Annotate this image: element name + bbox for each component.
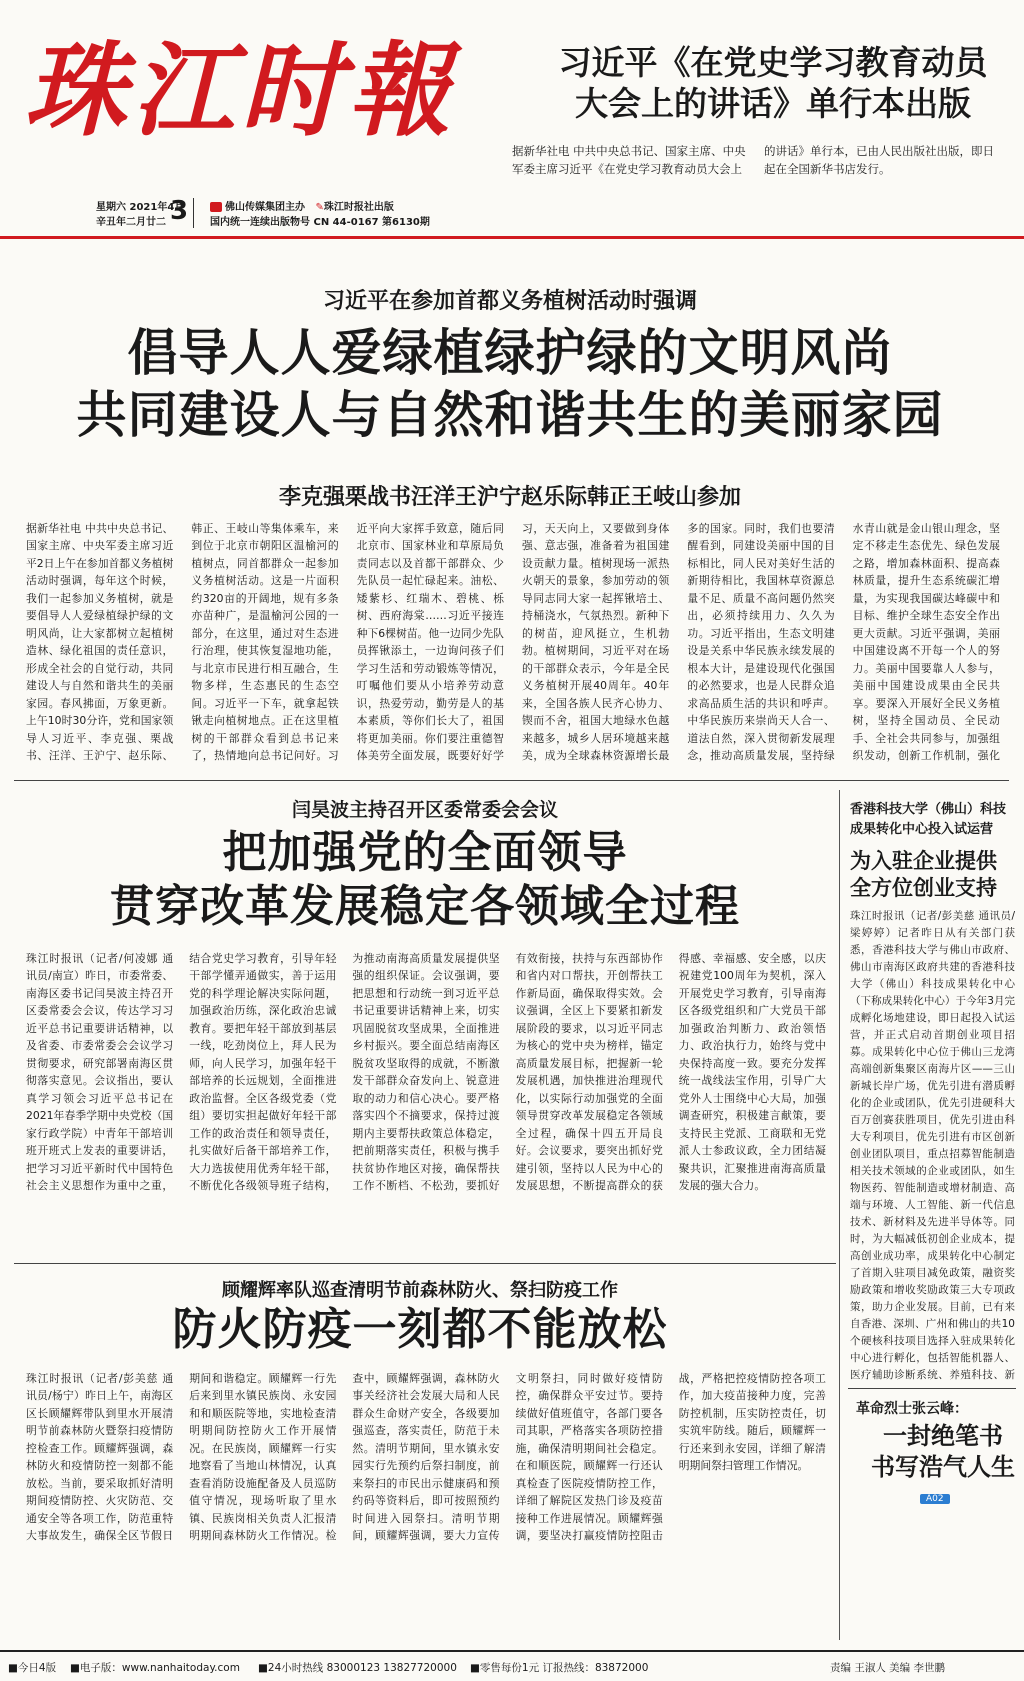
sidebar2-kicker: 革命烈士张云峰：	[856, 1401, 968, 1417]
masthead-logo: 珠江时報	[24, 31, 456, 151]
story1-headline[interactable]	[10, 322, 1010, 446]
sidebar1-headline[interactable]	[850, 848, 1020, 903]
section-divider	[14, 780, 1009, 781]
publisher1: 佛山传媒集团主办	[225, 202, 305, 213]
top-story-headline-line1: 习近平《在党史学习教育动员	[558, 43, 988, 82]
foshan-media-logo-icon	[210, 202, 222, 212]
sidebar2-headline-line2: 书写浩气人生	[871, 1452, 1015, 1482]
publisher-block	[210, 200, 430, 230]
footer-bar	[0, 1650, 1024, 1680]
issue-day: 3	[170, 196, 189, 226]
story2-headline[interactable]	[20, 826, 830, 933]
sidebar-divider	[848, 1388, 1016, 1389]
masthead-rule	[0, 236, 1024, 239]
top-story-body: 据新华社电 中共中央总书记、国家主席、中央军委主席习近平《在党史学习教育动员大会上的讲话》单行本，已由人民出版社出版，即日起在全国新华书店发行。	[512, 144, 994, 177]
sidebar2-headline-line1: 一封绝笔书	[883, 1421, 1003, 1450]
story1-headline-line1: 倡导人人爱绿植绿护绿的文明风尚	[127, 324, 893, 382]
story1-subhead: 李克强栗战书汪洋王沪宁赵乐际韩正王岐山参加	[278, 485, 741, 510]
sidebar1-headline-line2: 全方位创业支持	[850, 876, 997, 901]
sidebar-divider	[839, 790, 840, 1640]
divider	[193, 198, 194, 228]
page-ref-label: A02	[920, 1494, 950, 1504]
story3-kicker: 顾耀辉率队巡查清明节前森林防火、祭扫防疫工作	[222, 1280, 618, 1301]
footer-price: ■零售每份1元 订报热线：83872000	[470, 1662, 649, 1674]
sidebar2-headline[interactable]	[868, 1420, 1018, 1482]
footer-pages: ■今日4版	[8, 1662, 57, 1674]
story2-kicker: 闫昊波主持召开区委常委会会议	[291, 799, 558, 821]
story2-headline-line1: 把加强党的全面领导	[222, 827, 628, 878]
story1-kicker: 习近平在参加首都义务植树活动时强调	[322, 289, 697, 314]
story3-headline[interactable]: 防火防疫一刻都不能放松	[172, 1304, 668, 1355]
story1-body: 据新华社电 中共中央总书记、国家主席、中央军委主席习近平2日上午在参加首都义务植树活动时强调，每年这个时候，我们一起参加义务植树，就是要倡导人人爱绿植绿护绿的文明风尚，让大家都树立起植树造林、绿化祖国的责任意识，形成全社会的自觉行动，共同建设人与自然和谐共生的美丽家园。春风拂面，万象更新。上午10时30分许，党和国家领导人习近平、李克强、栗战书、汪洋、王沪宁、赵乐际、韩正、王岐山等集体乘车，来到位于北京市朝阳区温榆河的植树点，同首都群众一起参加义务植树活动。这是一片面积约320亩的开阔地，规有多条亦苗种广，是温榆河公园的一部分，在这里，通过对生态进行治理，使其恢复湿地功能，与北京市民进行相互融合，生物多样，生态惠民的生态空间。习近平一下车，就拿起铁锹走向植树地点。正在这里植树的干部群众看到总书记来了，热情地向总书记问好。习近平向大家挥手致意，随后同北京市、国家林业和草原局负责同志以及首都干部群众、少先队员一起忙碌起来。油松、矮紫杉、红瑞木、碧桃、栎树、西府海棠……习近平接连种下6棵树苗。他一边同少先队员挥锹添土，一边询问孩子们学习生活和劳动锻炼等情况，叮嘱他们要从小培养劳动意识，热爱劳动，勤劳是人的基本素质，等你们长大了，祖国将更加美丽。你们要注重德智体美劳全面发展，既要好好学习，天天向上，又要做到身体强、意志强，准备着为祖国建设贡献力量。植树现场一派热火朝天的景象，参加劳动的领导同志同大家一起挥锹培土、持桶浇水，气氛热烈。新种下的树苗，迎风挺立，生机勃勃。植树期间，习近平对在场的干部群众表示，今年是全民义务植树开展40周年。40年来，全国各族人民齐心协力、锲而不舍，祖国大地绿水色越来越多，城乡人居环境越来越美，成为全球森林资源增长最多的国家。同时，我们也要清醒看到，同建设美丽中国的目标相比，同人民对美好生活的新期待相比，我国林草资源总量不足、质量不高问题仍然突出，必须持续用力、久久为功。习近平指出，生态文明建设是关系中华民族永续发展的根本大计，是建设现代化强国的必然要求，也是人民群众追求高品质生活的共识和呼声。中华民族历来崇尚天人合一、道法自然，深入贯彻新发展理念，推动高质量发展，坚持绿水青山就是金山银山理念，坚定不移走生态优先、绿色发展之路，增加森林面积、提高森林质量，提升生态系统碳汇增量，为实现我国碳达峰碳中和目标、维护全球生态安全作出更大贡献。习近平强调，美丽中国建设离不开每一个人的努力。美丽中国要靠人人参与，美丽中国建设成果由全民共享。要深入开展好全民义务植树，坚持全国动员、全民动手、全社会共同参与，加强组织发动，创新工作机制，强化	[26, 522, 1000, 763]
sidebar1-kicker: 香港科技大学（佛山）科技成果转化中心投入试运营	[850, 802, 1007, 838]
sidebar1-headline-line1: 为入驻企业提供	[850, 849, 997, 873]
story1-headline-line2: 共同建设人与自然和谐共生的美丽家园	[76, 386, 944, 444]
story2-headline-line2: 贯穿改革发展稳定各领域全过程	[110, 880, 740, 932]
top-story-headline-line2: 大会上的讲话》单行本出版	[575, 84, 971, 124]
cn-number: 国内统一连续出版物号 CN 44-0167 第6130期	[210, 217, 430, 228]
weekday-date: 星期六 2021年4月	[96, 202, 185, 213]
publisher2: 珠江时报社出版	[323, 202, 394, 213]
footer-website[interactable]: ■电子版：www.nanhaitoday.com	[70, 1662, 240, 1674]
zhujiang-logo-icon: ✎	[315, 202, 324, 213]
lunar-date: 辛丑年二月廿二	[96, 217, 166, 228]
page-ref-badge[interactable]	[920, 1486, 950, 1505]
footer-editors: 责编 王淑人 美编 李世鹏	[830, 1662, 946, 1674]
sidebar1-body: 珠江时报讯（记者/彭美慈 通讯员/梁婷婷）记者昨日从有关部门获悉，香港科技大学与佛山市政府、佛山市南海区政府共建的香港科技大学（佛山）科技成果转化中心（下称成果转化中心）于今年3月完成孵化场地建设，即日起投入试运营，并正式启动首期创业项目招募。成果转化中心位于佛山三龙湾高端创新集聚区南海片区——三山新城长岸广场，优先引进有潜质孵化的企业或团队，优先引进硬科大百万创赛获胜项目，优先引进由科大专利项目，优先引进有市区创新创业团队项目，重点招募智能制造相关技术领域的企业或团队，如生物医药、智能制造或增材制造、高端与环境、人工智能、新一代信息技术、新材料及先进半导体等。同时，为大幅减低初创企业成本，提高创业成功率，成果转化中心制定了首期入驻项目减免政策，融资奖励政策和增收奖励政策三大专项政策，助力企业发展。目前，已有来自香港、深圳、广州和佛山的共10个硬核科技项目选择入驻成果转化中心进行孵化，包括智能机器人、医疗辅助诊断系统、养殖科技、新	[850, 910, 1015, 1381]
section-divider	[14, 1263, 836, 1264]
story3-body: 珠江时报讯（记者/彭美慈 通讯员/杨宁）昨日上午，南海区区长顾耀辉带队到里水开展清明节前森林防火暨祭扫疫情防控检查工作。顾耀辉强调，森林防火和疫情防控一刻都不能放松。当前，要采取抓好清明期间疫情防控、火灾防范、交通安全等各项工作，防范重特大事故发生，确保全区节假日期间和谐稳定。顾耀辉一行先后来到里水镇民族岗、永安园和和顺医院等地，实地检查清明期间防控防火工作开展情况。在民族岗，顾耀辉一行实地察看了当地山林情况，认真查看消防设施配备及人员巡防值守情况，现场听取了里水镇、民族岗相关负责人汇报清明期间森林防火工作情况。检查中，顾耀辉强调，森林防火事关经济社会发展大局和人民群众生命财产安全，各级要加强巡查，落实责任，防范于未然。清明节期间，里水镇永安园实行先预约后祭扫制度，前来祭扫的市民出示健康码和预约码等资料后，即可按照预约时间进入园祭扫。清明节期间，顾耀辉强调，要大力宣传文明祭扫，同时做好疫情防控，确保群众平安过节。要持续做好值班值守，各部门要各司其职，严格落实各项防控措施，确保清明期间社会稳定。在和顺医院，顾耀辉一行还认真检查了医院疫情防控工作，详细了解院区发热门诊及疫苗接种工作进展情况。顾耀辉强调，要坚决打赢疫情防控阻击战，严格把控疫情防控各项工作，加大疫苗接种力度，完善防控机制，压实防控责任，切实筑牢防线。随后，顾耀辉一行还来到永安园，详细了解清明期间祭扫管理工作情况。	[26, 1372, 826, 1543]
footer-hotline: ■24小时热线 83000123 13827720000	[258, 1662, 457, 1674]
top-story-headline[interactable]	[548, 42, 998, 125]
story2-body: 珠江时报讯（记者/何凌娜 通讯员/南宣）昨日，市委常委、南海区委书记闫昊波主持召开区委常委会会议，传达学习习近平总书记重要讲话精神，以及省委、市委常委会会议学习贯彻要求，研究部署南海区贯彻落实意见。会议指出，要认真学习领会习近平总书记在2021年春季学期中央党校（国家行政学院）中青年干部培训班开班式上发表的重要讲话，把学习习近平新时代中国特色社会主义思想作为重中之重，结合党史学习教育，引导年轻干部学懂弄通做实，善于运用党的科学理论解决实际问题，加强政治历练，深化政治忠诚教育。要把年轻干部放到基层一线，吃劲岗位上，拜人民为师，向人民学习，加强年轻干部培养的长远规划，全面推进政治监督。全区各级党委（党组）要切实担起做好年轻干部工作的政治责任和领导责任，扎实做好后备干部培养工作，大力选拔使用优秀年轻干部，不断优化各级领导班子结构，为推动南海高质量发展提供坚强的组织保证。会议强调，要把思想和行动统一到习近平总书记重要讲话精神上来，切实巩固脱贫攻坚成果，全面推进乡村振兴。要全面总结南海区脱贫攻坚取得的成就，不断激发干部群众奋发向上、锐意进取的动力和信心决心。要严格落实四个不摘要求，保持过渡期内主要帮扶政策总体稳定，把前期落实责任，积极与携手扶贫协作地区对接，确保帮扶工作不断档、不松劲，要抓好有效衔接，扶持与东西部协作和省内对口帮扶，开创帮扶工作新局面，确保取得实效。会议强调，全区上下要紧扣新发展阶段的要求，以习近平同志为核心的党中央为榜样，锚定高质量发展目标，把握新一轮发展机遇，加快推进治理现代化，以实际行动加强党的全面领导贯穿改革发展稳定各领域全过程，确保十四五开局良好。会议要求，要突出抓好党建引领，坚持以人民为中心的发展思想，不断提高群众的获得感、幸福感、安全感，以庆祝建党100周年为契机，深入开展党史学习教育，引导南海区各级党组织和广大党员干部加强政治判断力、政治领悟力、政治执行力，始终与党中央保持高度一致。要充分发挥统一战线法宝作用，引导广大党外人士围绕中心大局，加强调查研究，积极建言献策，要支持民主党派、工商联和无党派人士参政议政，全力团结凝聚共识，汇聚推进南海高质量发展的强大合力。	[26, 952, 826, 1193]
